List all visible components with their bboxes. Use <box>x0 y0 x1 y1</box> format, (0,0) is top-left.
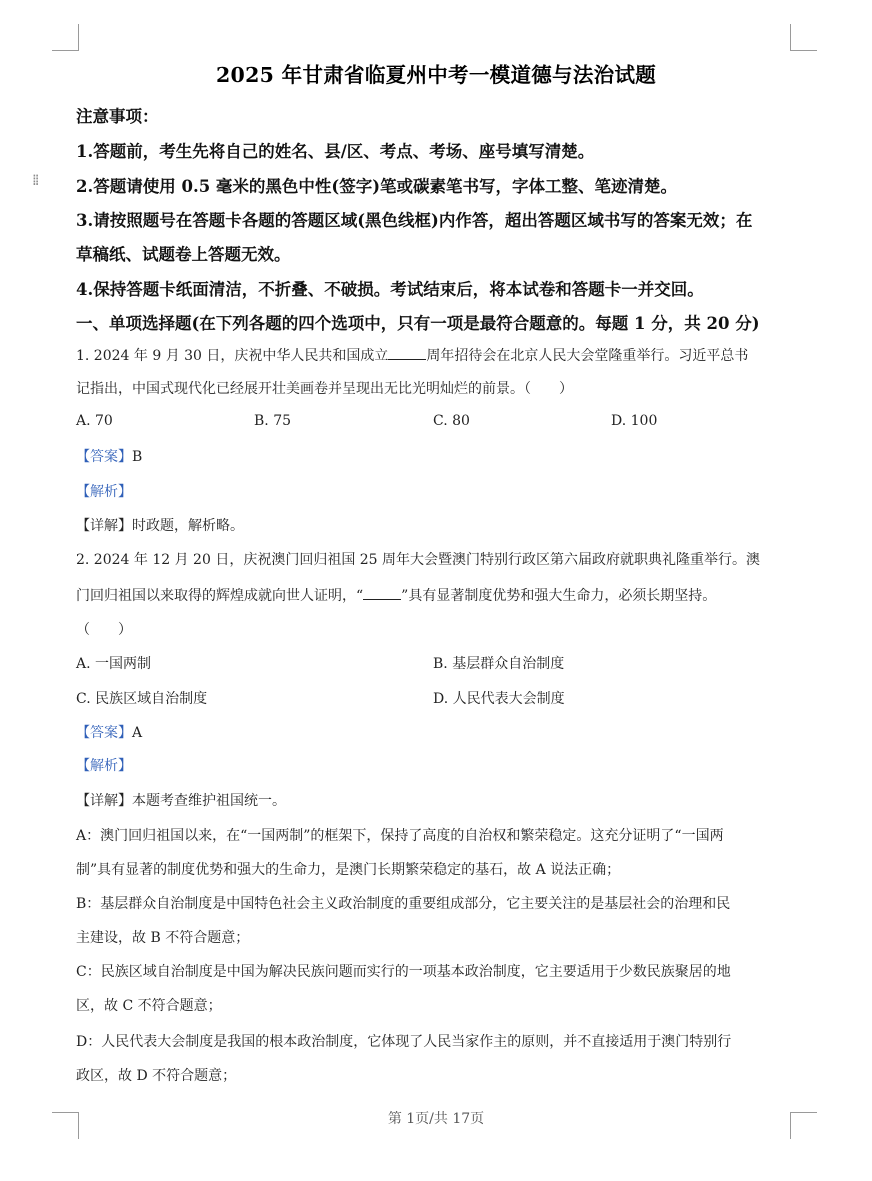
q1-option-b: B. 75 <box>254 413 292 429</box>
section-heading: 一、单项选择题(在下列各题的四个选项中，只有一项是最符合题意的。每题 1 分，共 20 分) <box>76 314 760 333</box>
q2-explain-d-2: 政区，故 D 不符合题意； <box>76 1068 237 1084</box>
q2-detail-tag: 【详解】 <box>76 793 132 809</box>
crop-mark-top-right <box>790 24 817 51</box>
page-title: 2025 年甘肃省临夏州中考一模道德与法治试题 <box>215 63 657 87</box>
q2-explain-b-2: 主建设，故 B 不符合题意； <box>76 930 250 946</box>
q2-answer-value: A <box>132 725 143 741</box>
q2-option-b: B. 基层群众自治制度 <box>433 656 565 672</box>
q1-analysis-tag: 【解析】 <box>76 484 132 500</box>
crop-mark-top-left <box>52 24 79 51</box>
q2-explain-b-1: B：基层群众自治制度是中国特色社会主义政治制度的重要组成部分，它主要关注的是基层社会的治理和民 <box>76 896 731 912</box>
page-number: 第 1页/共 17页 <box>387 1111 485 1127</box>
q1-option-a: A. 70 <box>76 413 113 429</box>
notice-item-2: 2.答题请使用 0.5 毫米的黑色中性(签字)笔或碳素笔书写，字体工整、笔迹清楚。 <box>76 177 678 196</box>
q1-option-d: D. 100 <box>611 413 658 429</box>
q1-stem-line2: 记指出，中国式现代化已经展开壮美画卷并呈现出无比光明灿烂的前景。（ ） <box>76 381 573 397</box>
q2-explain-c-2: 区，故 C 不符合题意； <box>76 998 222 1014</box>
q2-analysis-tag: 【解析】 <box>76 758 132 774</box>
q2-explain-c-1: C：民族区域自治制度是中国为解决民族问题而实行的一项基本政治制度，它主要适用于少数民族聚居的地 <box>76 964 731 980</box>
q1-stem-pre: 1. 2024 年 9 月 30 日，庆祝中华人民共和国成立 <box>76 348 389 364</box>
q2-explain-a-1: A：澳门回归祖国以来，在“一国两制”的框架下，保持了高度的自治权和繁荣稳定。这充分证明了“一国两 <box>76 828 724 844</box>
q1-option-c: C. 80 <box>433 413 470 429</box>
q1-stem-post: 周年招待会在北京人民大会堂隆重举行。习近平总书 <box>426 348 749 364</box>
q1-detail-text: 时政题，解析略。 <box>132 518 244 534</box>
q1-answer-tag: 【答案】 <box>76 449 132 465</box>
q1-answer <box>76 446 142 466</box>
q2-detail-text: 本题考查维护祖国统一。 <box>132 793 286 809</box>
q2-explain-a-2: 制”具有显著的制度优势和强大的生命力，是澳门长期繁荣稳定的基石，故 A 说法正确； <box>76 862 621 878</box>
notice-item-3: 3.请按照题号在答题卡各题的答题区域(黑色线框)内作答，超出答题区域书写的答案无效；在 <box>76 211 753 230</box>
q2-answer <box>76 722 142 742</box>
notice-item-3-cont: 草稿纸、试题卷上答题无效。 <box>76 245 291 264</box>
q2-answer-tag: 【答案】 <box>76 725 132 741</box>
q1-stem-line1 <box>76 345 748 365</box>
q1-detail-tag: 【详解】 <box>76 518 132 534</box>
notice-item-1: 1.答题前，考生先将自己的姓名、县/区、考点、考场、座号填写清楚。 <box>76 142 595 161</box>
q2-option-c: C. 民族区域自治制度 <box>76 691 208 707</box>
q2-option-d: D. 人民代表大会制度 <box>433 691 565 707</box>
q2-paren: （ ） <box>76 622 132 638</box>
q2-detail <box>76 790 286 810</box>
q2-explain-d-1: D：人民代表大会制度是我国的根本政治制度，它体现了人民当家作主的原则，并不直接适用于澳门特别行 <box>76 1034 732 1050</box>
drag-handle-icon[interactable]: ⁞⁞ <box>32 171 38 189</box>
q2-stem-line2 <box>76 585 716 605</box>
notice-item-4: 4.保持答题卡纸面清洁，不折叠、不破损。考试结束后，将本试卷和答题卡一并交回。 <box>76 280 704 299</box>
q2-stem-post: ”具有显著制度优势和强大生命力，必须长期坚持。 <box>401 588 717 604</box>
q2-blank <box>363 585 401 600</box>
q2-stem-line1: 2. 2024 年 12 月 20 日，庆祝澳门回归祖国 25 周年大会暨澳门特别行政区第六届政府就职典礼隆重举行。澳 <box>76 552 761 568</box>
q2-stem-pre: 门回归祖国以来取得的辉煌成就向世人证明，“ <box>76 588 364 604</box>
q1-answer-value: B <box>132 449 143 465</box>
q1-blank <box>388 345 426 360</box>
q1-detail <box>76 515 244 535</box>
q2-option-a: A. 一国两制 <box>76 656 152 672</box>
notice-heading: 注意事项： <box>76 107 159 126</box>
